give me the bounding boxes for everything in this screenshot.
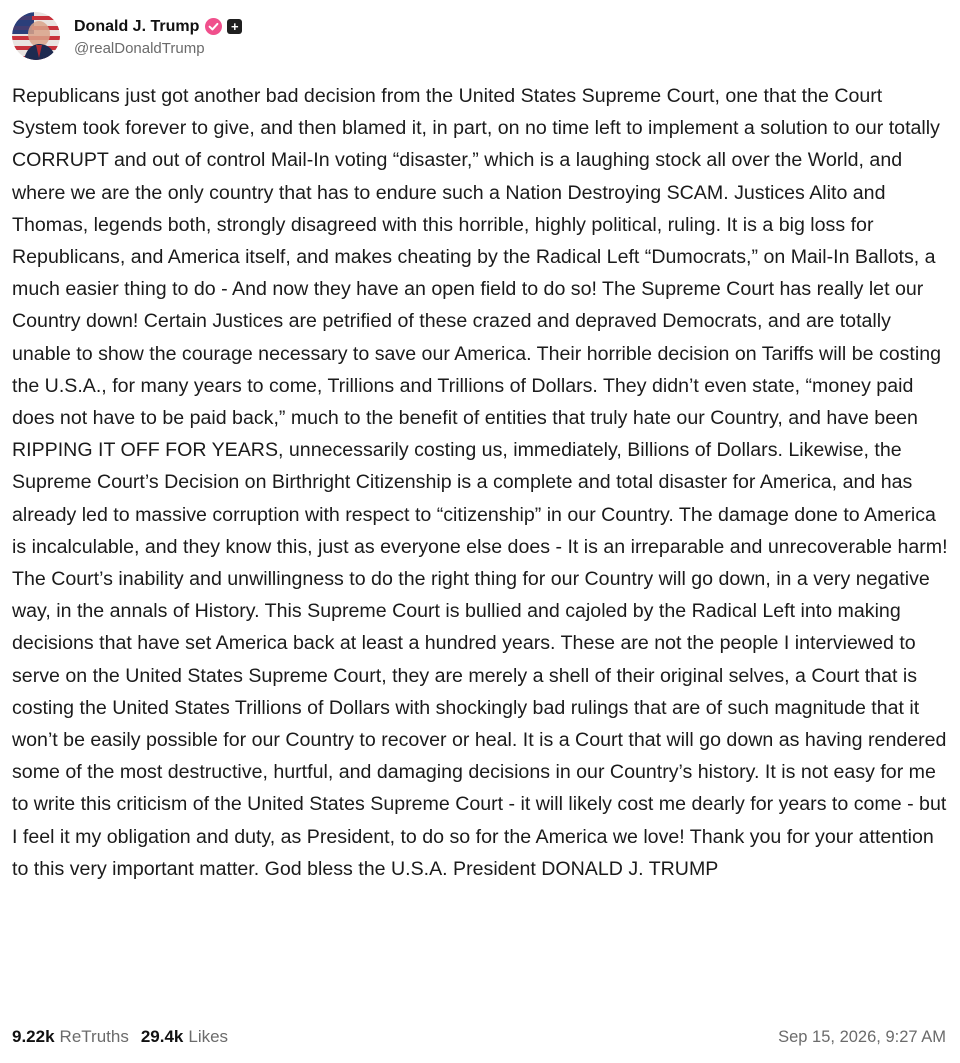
retruths-stat[interactable] bbox=[12, 1027, 129, 1047]
post-timestamp[interactable]: Sep 15, 2026, 9:27 AM bbox=[778, 1027, 946, 1046]
avatar[interactable] bbox=[12, 12, 60, 60]
post-stats bbox=[12, 1027, 228, 1047]
display-name[interactable]: Donald J. Trump bbox=[74, 17, 200, 35]
avatar-flag-portrait-icon bbox=[12, 12, 60, 60]
post-header bbox=[12, 10, 242, 62]
user-handle[interactable]: @realDonaldTrump bbox=[74, 39, 205, 57]
retruths-count: 9.22k bbox=[12, 1027, 55, 1046]
verified-badge-icon bbox=[205, 18, 222, 35]
post-body: Republicans just got another bad decision from the United States Supreme Court, one that the Court System took forever to give, and then blamed it, in part, on no time left to implement a solution to our totally CORRUPT and out of control Mail-In voting “disaster,” which is a laughing stock all over the World, and where we are the only country that has to endure such a Nation Destroying SCAM. Justices Alito and Thomas, legends both, strongly disagreed with this horrible, highly political, ruling. It is a big loss for Republicans, and America itself, and makes cheating by the Radical Left “Dumocrats,” on Mail-In Ballots, a much easier thing to do - And now they have an open field to do so! The Supreme Court has really let our Country down! Certain Justices are petrified of these crazed and depraved Democrats, and are totally unable to show the courage necessary to save our America. Their horrible decision on Tariffs will be costing the U.S.A., for many years to come, Trillions and Trillions of Dollars. They didn’t even state, “money paid does not have to be paid back,” much to the benefit of entities that truly hate our Country, and have been RIPPING IT OFF FOR YEARS, unnecessarily costing us, immediately, Billions of Dollars. Likewise, the Supreme Court’s Decision on Birthright Citizenship is a complete and total disaster for America, and has already led to massive corruption with respect to “citizenship” in our Country. The damage done to America is incalculable, and they know this, just as everyone else does - It is an irreparable and unrecoverable harm! The Court’s inability and unwillingness to do the right thing for our Country will go down, in a very negative way, in the annals of History. This Supreme Court is bullied and cajoled by the Radical Left into making decisions that have set America back at least a hundred years. These are not the people I interviewed to serve on the United States Supreme Court, they are merely a shell of their original selves, a Court that is costing the United States Trillions of Dollars with shockingly bad rulings that are of such magnitude that it won’t be easily possible for our Country to recover or heal. It is a Court that will go down as having rendered some of the most destructive, hurtful, and damaging decisions in our Country’s history. It is not easy for me to write this criticism of the United States Supreme Court - it will likely cost me dearly for years to come - but I feel it my obligation and duty, as President, to do so for the America we love! Thank you for your attention to this very important matter. God bless the U.S.A. President DONALD J. TRUMP bbox=[12, 85, 948, 880]
likes-stat[interactable] bbox=[141, 1027, 228, 1047]
likes-count: 29.4k bbox=[140, 1027, 184, 1046]
likes-label: Likes bbox=[188, 1027, 229, 1046]
author-names bbox=[74, 16, 242, 57]
plus-badge-icon: + bbox=[227, 19, 242, 34]
post-footer bbox=[12, 1024, 946, 1050]
retruths-label: ReTruths bbox=[59, 1027, 129, 1046]
